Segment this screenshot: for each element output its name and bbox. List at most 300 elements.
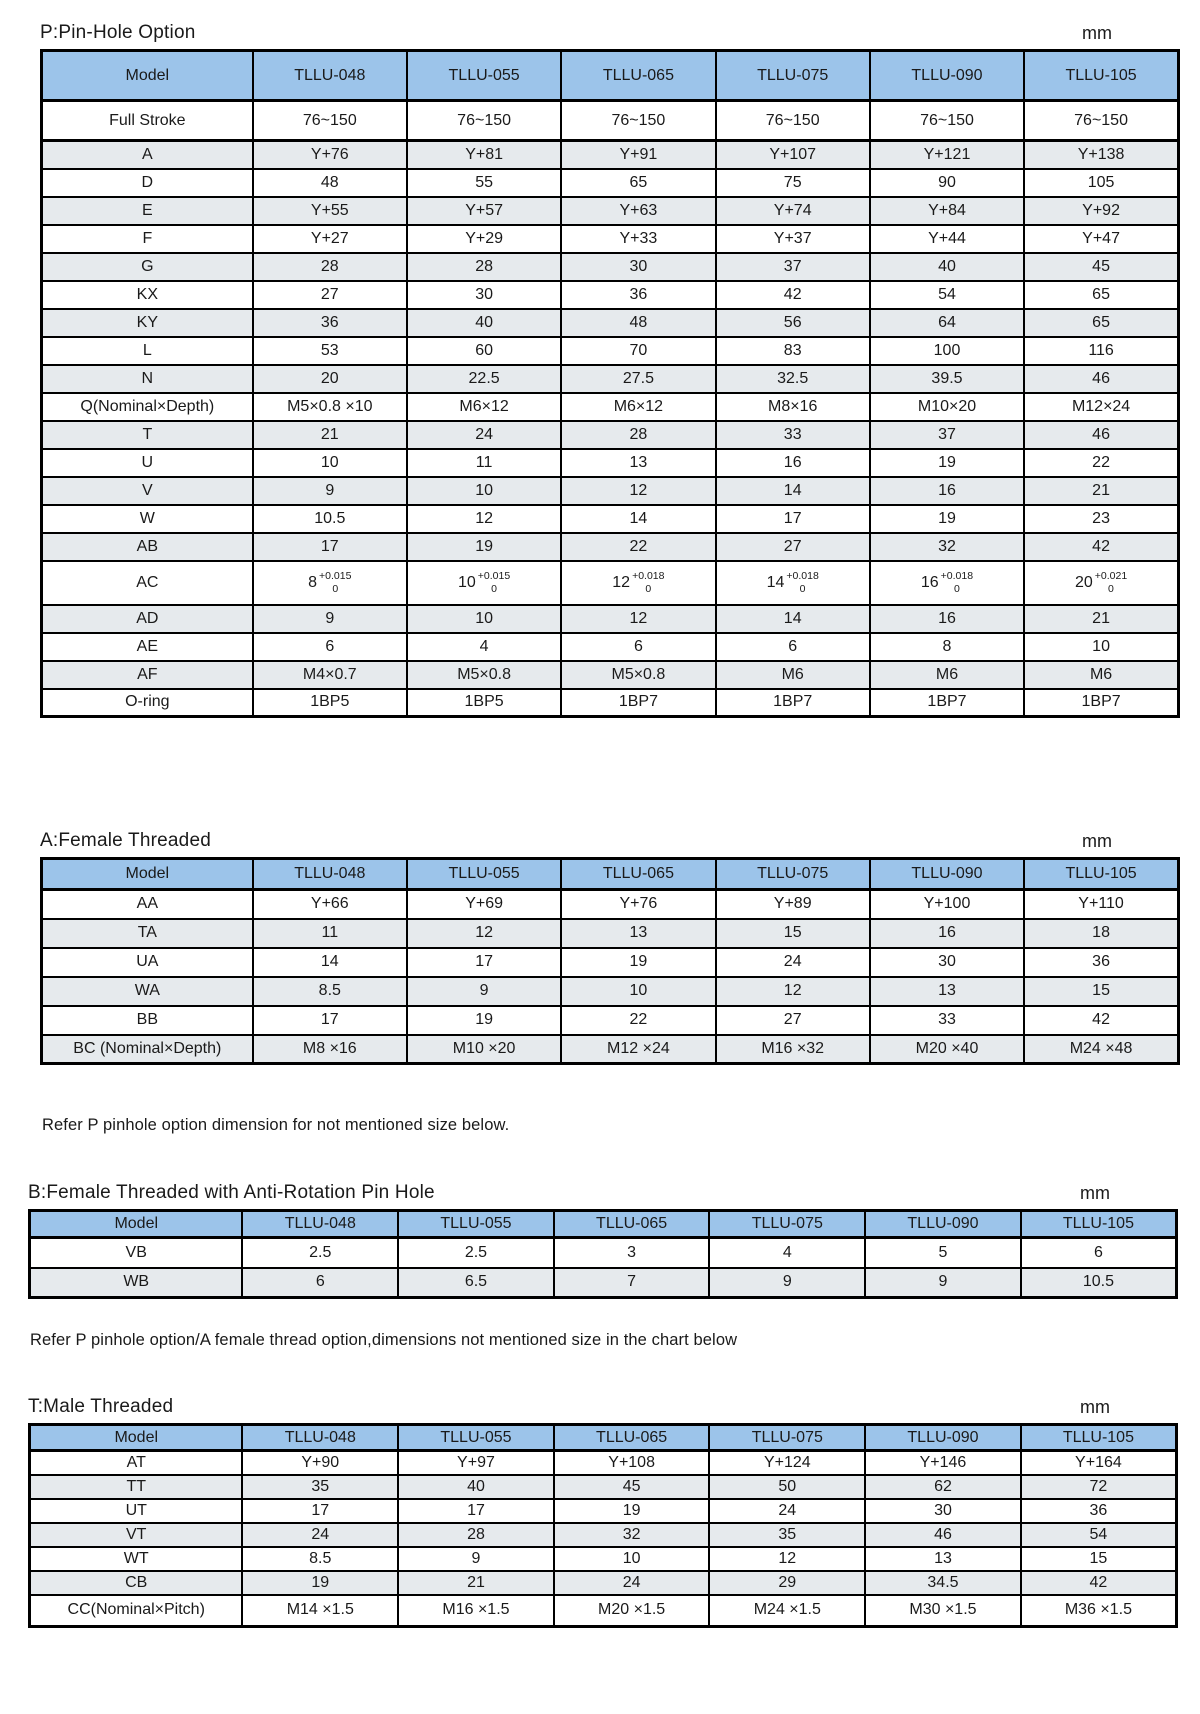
value-cell: 19 xyxy=(870,449,1024,477)
value-cell: M20 ×40 xyxy=(870,1035,1024,1064)
value-cell: 22 xyxy=(561,533,715,561)
row-label: CC(Nominal×Pitch) xyxy=(30,1595,243,1627)
value-cell: 12 xyxy=(716,977,870,1006)
value-cell: M6 xyxy=(1024,661,1178,689)
row-label: BC (Nominal×Depth) xyxy=(42,1035,253,1064)
value-cell: 10 xyxy=(561,977,715,1006)
value-cell: 17 xyxy=(253,1006,407,1035)
value-cell: 12 xyxy=(561,477,715,505)
value-cell: 65 xyxy=(1024,281,1178,309)
table-row xyxy=(42,948,1179,977)
value-cell: 28 xyxy=(561,421,715,449)
note-female-threaded: Refer P pinhole option dimension for not mentioned size below. xyxy=(42,1116,510,1134)
value-cell: 9 xyxy=(253,605,407,633)
table-row xyxy=(42,605,1179,633)
value-cell: M10×20 xyxy=(870,393,1024,421)
section-male-threaded xyxy=(28,1396,1178,1628)
value-cell: Y+81 xyxy=(407,141,561,169)
table-row xyxy=(42,309,1179,337)
value-cell: Y+89 xyxy=(716,890,870,919)
tolerance-value-cell: 12 +0.018 0 xyxy=(561,561,715,605)
value-cell: M24 ×1.5 xyxy=(709,1595,865,1627)
value-cell: 33 xyxy=(870,1006,1024,1035)
model-column-header: TLLU-065 xyxy=(561,51,715,101)
value-cell: 11 xyxy=(407,449,561,477)
value-cell: 3 xyxy=(554,1238,710,1268)
model-column-header: TLLU-075 xyxy=(709,1425,865,1451)
value-cell: 45 xyxy=(554,1475,710,1499)
value-cell: 10 xyxy=(554,1547,710,1571)
value-cell: 76~150 xyxy=(561,101,715,141)
value-cell: 13 xyxy=(561,919,715,948)
row-label: TA xyxy=(42,919,253,948)
table-row xyxy=(42,661,1179,689)
model-column-header: TLLU-055 xyxy=(407,859,561,890)
value-cell: 32 xyxy=(870,533,1024,561)
section-title: P:Pin-Hole Option xyxy=(40,22,196,43)
section-header xyxy=(28,1396,1178,1418)
value-cell: 62 xyxy=(865,1475,1021,1499)
model-column-header: TLLU-065 xyxy=(561,859,715,890)
model-column-header: TLLU-048 xyxy=(253,859,407,890)
value-cell: 11 xyxy=(253,919,407,948)
value-cell: 28 xyxy=(253,253,407,281)
table-row xyxy=(42,225,1179,253)
table-row xyxy=(42,253,1179,281)
row-label: N xyxy=(42,365,253,393)
value-cell: 13 xyxy=(561,449,715,477)
value-cell: M12×24 xyxy=(1024,393,1178,421)
value-cell: 14 xyxy=(716,605,870,633)
value-cell: M6 xyxy=(870,661,1024,689)
model-column-header: TLLU-090 xyxy=(870,859,1024,890)
table-row xyxy=(42,101,1179,141)
value-cell: Y+124 xyxy=(709,1451,865,1475)
section-header xyxy=(28,1182,1178,1204)
value-cell: 21 xyxy=(1024,605,1178,633)
female-threaded-table xyxy=(40,857,1180,1065)
value-cell: 16 xyxy=(716,449,870,477)
value-cell: 35 xyxy=(242,1475,398,1499)
model-column-header: TLLU-075 xyxy=(716,51,870,101)
table-row xyxy=(42,689,1179,717)
tolerance-value-cell: 8 +0.015 0 xyxy=(253,561,407,605)
value-cell: 17 xyxy=(253,533,407,561)
model-column-header: TLLU-075 xyxy=(709,1211,865,1238)
value-cell: M8×16 xyxy=(716,393,870,421)
value-cell: 27 xyxy=(253,281,407,309)
value-cell: 83 xyxy=(716,337,870,365)
row-label: VT xyxy=(30,1523,243,1547)
value-cell: 76~150 xyxy=(1024,101,1178,141)
section-header xyxy=(40,22,1180,44)
table-row xyxy=(42,393,1179,421)
value-cell: 75 xyxy=(716,169,870,197)
value-cell: 42 xyxy=(716,281,870,309)
value-cell: 50 xyxy=(709,1475,865,1499)
value-cell: Y+110 xyxy=(1024,890,1178,919)
value-cell: Y+108 xyxy=(554,1451,710,1475)
value-cell: 9 xyxy=(398,1547,554,1571)
value-cell: 12 xyxy=(561,605,715,633)
table-row xyxy=(42,337,1179,365)
table-row xyxy=(42,141,1179,169)
value-cell: M5×0.8 xyxy=(561,661,715,689)
value-cell: 9 xyxy=(709,1268,865,1298)
table-row xyxy=(42,1035,1179,1064)
model-column-header: TLLU-065 xyxy=(554,1425,710,1451)
value-cell: 12 xyxy=(709,1547,865,1571)
value-cell: 45 xyxy=(1024,253,1178,281)
value-cell: 14 xyxy=(253,948,407,977)
row-label: WT xyxy=(30,1547,243,1571)
value-cell: M6×12 xyxy=(561,393,715,421)
value-cell: 56 xyxy=(716,309,870,337)
table-row xyxy=(42,919,1179,948)
value-cell: 65 xyxy=(561,169,715,197)
model-header-cell: Model xyxy=(30,1425,243,1451)
value-cell: 22 xyxy=(1024,449,1178,477)
value-cell: 48 xyxy=(561,309,715,337)
model-column-header: TLLU-055 xyxy=(398,1425,554,1451)
value-cell: M14 ×1.5 xyxy=(242,1595,398,1627)
row-label: AC xyxy=(42,561,253,605)
value-cell: Y+100 xyxy=(870,890,1024,919)
value-cell: M5×0.8 ×10 xyxy=(253,393,407,421)
table-row xyxy=(42,421,1179,449)
model-column-header: TLLU-090 xyxy=(865,1211,1021,1238)
value-cell: M24 ×48 xyxy=(1024,1035,1178,1064)
value-cell: 39.5 xyxy=(870,365,1024,393)
value-cell: 12 xyxy=(407,505,561,533)
value-cell: 76~150 xyxy=(716,101,870,141)
value-cell: 13 xyxy=(865,1547,1021,1571)
value-cell: 28 xyxy=(398,1523,554,1547)
value-cell: 16 xyxy=(870,605,1024,633)
table-row xyxy=(42,169,1179,197)
value-cell: 90 xyxy=(870,169,1024,197)
value-cell: M6 xyxy=(716,661,870,689)
value-cell: 15 xyxy=(1021,1547,1177,1571)
value-cell: Y+164 xyxy=(1021,1451,1177,1475)
table-row xyxy=(42,1006,1179,1035)
value-cell: Y+55 xyxy=(253,197,407,225)
model-column-header: TLLU-105 xyxy=(1024,859,1178,890)
table-header-row xyxy=(42,51,1179,101)
value-cell: 116 xyxy=(1024,337,1178,365)
model-header-cell: Model xyxy=(30,1211,243,1238)
row-label: A xyxy=(42,141,253,169)
section-header xyxy=(40,830,1180,852)
value-cell: 65 xyxy=(1024,309,1178,337)
value-cell: 34.5 xyxy=(865,1571,1021,1595)
section-title: A:Female Threaded xyxy=(40,830,211,851)
value-cell: 24 xyxy=(242,1523,398,1547)
value-cell: M16 ×1.5 xyxy=(398,1595,554,1627)
value-cell: 33 xyxy=(716,421,870,449)
row-label: CB xyxy=(30,1571,243,1595)
value-cell: 5 xyxy=(865,1238,1021,1268)
value-cell: 37 xyxy=(716,253,870,281)
value-cell: M10 ×20 xyxy=(407,1035,561,1064)
value-cell: 40 xyxy=(407,309,561,337)
value-cell: 15 xyxy=(1024,977,1178,1006)
section-pin-hole-option xyxy=(40,22,1180,718)
model-column-header: TLLU-048 xyxy=(253,51,407,101)
value-cell: Y+47 xyxy=(1024,225,1178,253)
value-cell: 1BP7 xyxy=(561,689,715,717)
row-label: D xyxy=(42,169,253,197)
section-anti-rotation-pin-hole xyxy=(28,1182,1178,1299)
value-cell: 53 xyxy=(253,337,407,365)
value-cell: 6 xyxy=(1021,1238,1177,1268)
value-cell: 8.5 xyxy=(253,977,407,1006)
value-cell: 60 xyxy=(407,337,561,365)
value-cell: 16 xyxy=(870,477,1024,505)
row-label: AT xyxy=(30,1451,243,1475)
value-cell: 30 xyxy=(865,1499,1021,1523)
row-label: AA xyxy=(42,890,253,919)
row-label: AB xyxy=(42,533,253,561)
value-cell: 10 xyxy=(1024,633,1178,661)
value-cell: 36 xyxy=(253,309,407,337)
value-cell: 54 xyxy=(1021,1523,1177,1547)
row-label: E xyxy=(42,197,253,225)
value-cell: Y+146 xyxy=(865,1451,1021,1475)
value-cell: 7 xyxy=(554,1268,710,1298)
value-cell: 4 xyxy=(407,633,561,661)
row-label: KY xyxy=(42,309,253,337)
value-cell: 14 xyxy=(561,505,715,533)
value-cell: M36 ×1.5 xyxy=(1021,1595,1177,1627)
value-cell: 55 xyxy=(407,169,561,197)
value-cell: 17 xyxy=(398,1499,554,1523)
row-label: AF xyxy=(42,661,253,689)
table-row xyxy=(30,1451,1177,1475)
value-cell: 2.5 xyxy=(398,1238,554,1268)
value-cell: 76~150 xyxy=(253,101,407,141)
model-column-header: TLLU-055 xyxy=(398,1211,554,1238)
value-cell: M8 ×16 xyxy=(253,1035,407,1064)
value-cell: Y+92 xyxy=(1024,197,1178,225)
value-cell: M5×0.8 xyxy=(407,661,561,689)
table-header-row xyxy=(30,1211,1177,1238)
tolerance-value-cell: 10 +0.015 0 xyxy=(407,561,561,605)
table-header-row xyxy=(42,859,1179,890)
model-column-header: TLLU-065 xyxy=(554,1211,710,1238)
value-cell: 1BP5 xyxy=(253,689,407,717)
table-row xyxy=(30,1475,1177,1499)
value-cell: 48 xyxy=(253,169,407,197)
value-cell: 30 xyxy=(870,948,1024,977)
value-cell: 23 xyxy=(1024,505,1178,533)
value-cell: 1BP7 xyxy=(716,689,870,717)
value-cell: M12 ×24 xyxy=(561,1035,715,1064)
value-cell: 30 xyxy=(561,253,715,281)
table-row xyxy=(42,561,1179,605)
value-cell: 20 xyxy=(253,365,407,393)
row-label: AD xyxy=(42,605,253,633)
value-cell: 40 xyxy=(870,253,1024,281)
row-label: WB xyxy=(30,1268,243,1298)
value-cell: 1BP7 xyxy=(870,689,1024,717)
value-cell: Y+69 xyxy=(407,890,561,919)
unit-label: mm xyxy=(1082,23,1112,43)
row-label: O-ring xyxy=(42,689,253,717)
value-cell: Y+91 xyxy=(561,141,715,169)
value-cell: M20 ×1.5 xyxy=(554,1595,710,1627)
row-label: KX xyxy=(42,281,253,309)
row-label: TT xyxy=(30,1475,243,1499)
value-cell: 19 xyxy=(407,1006,561,1035)
pin-hole-option-table xyxy=(40,49,1180,718)
value-cell: 100 xyxy=(870,337,1024,365)
row-label: U xyxy=(42,449,253,477)
table-row xyxy=(30,1547,1177,1571)
value-cell: 27 xyxy=(716,533,870,561)
value-cell: 22 xyxy=(561,1006,715,1035)
value-cell: 19 xyxy=(561,948,715,977)
model-column-header: TLLU-090 xyxy=(865,1425,1021,1451)
value-cell: 9 xyxy=(407,977,561,1006)
value-cell: 2.5 xyxy=(242,1238,398,1268)
row-label: V xyxy=(42,477,253,505)
value-cell: 32 xyxy=(554,1523,710,1547)
value-cell: M4×0.7 xyxy=(253,661,407,689)
value-cell: 6 xyxy=(253,633,407,661)
table-row xyxy=(42,890,1179,919)
value-cell: 21 xyxy=(253,421,407,449)
value-cell: 10.5 xyxy=(253,505,407,533)
model-column-header: TLLU-048 xyxy=(242,1425,398,1451)
value-cell: 19 xyxy=(870,505,1024,533)
table-row xyxy=(30,1595,1177,1627)
value-cell: 72 xyxy=(1021,1475,1177,1499)
value-cell: 13 xyxy=(870,977,1024,1006)
value-cell: 10 xyxy=(407,477,561,505)
value-cell: 9 xyxy=(253,477,407,505)
value-cell: 10 xyxy=(407,605,561,633)
table-row xyxy=(42,281,1179,309)
model-column-header: TLLU-090 xyxy=(870,51,1024,101)
value-cell: 46 xyxy=(1024,365,1178,393)
value-cell: 18 xyxy=(1024,919,1178,948)
male-threaded-table xyxy=(28,1423,1178,1628)
table-row xyxy=(30,1571,1177,1595)
value-cell: 12 xyxy=(407,919,561,948)
value-cell: Y+33 xyxy=(561,225,715,253)
model-column-header: TLLU-055 xyxy=(407,51,561,101)
row-label: VB xyxy=(30,1238,243,1268)
value-cell: M30 ×1.5 xyxy=(865,1595,1021,1627)
value-cell: Y+76 xyxy=(561,890,715,919)
value-cell: 21 xyxy=(1024,477,1178,505)
table-row xyxy=(30,1238,1177,1268)
value-cell: 16 xyxy=(870,919,1024,948)
value-cell: Y+37 xyxy=(716,225,870,253)
value-cell: 40 xyxy=(398,1475,554,1499)
value-cell: 10 xyxy=(253,449,407,477)
table-row xyxy=(42,533,1179,561)
table-header-row xyxy=(30,1425,1177,1451)
row-label: UA xyxy=(42,948,253,977)
value-cell: M6×12 xyxy=(407,393,561,421)
value-cell: 29 xyxy=(709,1571,865,1595)
value-cell: 42 xyxy=(1021,1571,1177,1595)
unit-label: mm xyxy=(1080,1183,1110,1203)
model-column-header: TLLU-075 xyxy=(716,859,870,890)
value-cell: 46 xyxy=(1024,421,1178,449)
value-cell: 15 xyxy=(716,919,870,948)
value-cell: 22.5 xyxy=(407,365,561,393)
value-cell: 76~150 xyxy=(870,101,1024,141)
row-label: Q(Nominal×Depth) xyxy=(42,393,253,421)
value-cell: 14 xyxy=(716,477,870,505)
value-cell: 24 xyxy=(554,1571,710,1595)
note-anti-rotation: Refer P pinhole option/A female thread option,dimensions not mentioned size in the chart below xyxy=(30,1331,738,1349)
value-cell: 24 xyxy=(716,948,870,977)
table-row xyxy=(30,1268,1177,1298)
value-cell: 24 xyxy=(407,421,561,449)
value-cell: 8.5 xyxy=(242,1547,398,1571)
model-column-header: TLLU-105 xyxy=(1021,1211,1177,1238)
value-cell: 105 xyxy=(1024,169,1178,197)
row-label: G xyxy=(42,253,253,281)
value-cell: Y+66 xyxy=(253,890,407,919)
table-row xyxy=(42,365,1179,393)
table-row xyxy=(42,633,1179,661)
unit-label: mm xyxy=(1082,831,1112,851)
row-label: BB xyxy=(42,1006,253,1035)
value-cell: 4 xyxy=(709,1238,865,1268)
value-cell: 24 xyxy=(709,1499,865,1523)
value-cell: 36 xyxy=(1024,948,1178,977)
table-row xyxy=(42,977,1179,1006)
table-row xyxy=(42,505,1179,533)
row-label: Full Stroke xyxy=(42,101,253,141)
value-cell: 21 xyxy=(398,1571,554,1595)
value-cell: 17 xyxy=(407,948,561,977)
model-column-header: TLLU-048 xyxy=(242,1211,398,1238)
value-cell: 42 xyxy=(1024,533,1178,561)
row-label: T xyxy=(42,421,253,449)
value-cell: 37 xyxy=(870,421,1024,449)
value-cell: Y+57 xyxy=(407,197,561,225)
table-row xyxy=(30,1523,1177,1547)
value-cell: 6 xyxy=(561,633,715,661)
value-cell: 70 xyxy=(561,337,715,365)
value-cell: Y+97 xyxy=(398,1451,554,1475)
value-cell: 28 xyxy=(407,253,561,281)
value-cell: 54 xyxy=(870,281,1024,309)
tolerance-value-cell: 16 +0.018 0 xyxy=(870,561,1024,605)
unit-label: mm xyxy=(1080,1397,1110,1417)
value-cell: 27 xyxy=(716,1006,870,1035)
value-cell: Y+76 xyxy=(253,141,407,169)
value-cell: 6 xyxy=(716,633,870,661)
value-cell: Y+90 xyxy=(242,1451,398,1475)
value-cell: 19 xyxy=(554,1499,710,1523)
model-header-cell: Model xyxy=(42,51,253,101)
section-female-threaded xyxy=(40,830,1180,1065)
value-cell: 17 xyxy=(716,505,870,533)
tolerance-value-cell: 14 +0.018 0 xyxy=(716,561,870,605)
row-label: L xyxy=(42,337,253,365)
value-cell: 19 xyxy=(407,533,561,561)
value-cell: Y+107 xyxy=(716,141,870,169)
row-label: AE xyxy=(42,633,253,661)
row-label: W xyxy=(42,505,253,533)
